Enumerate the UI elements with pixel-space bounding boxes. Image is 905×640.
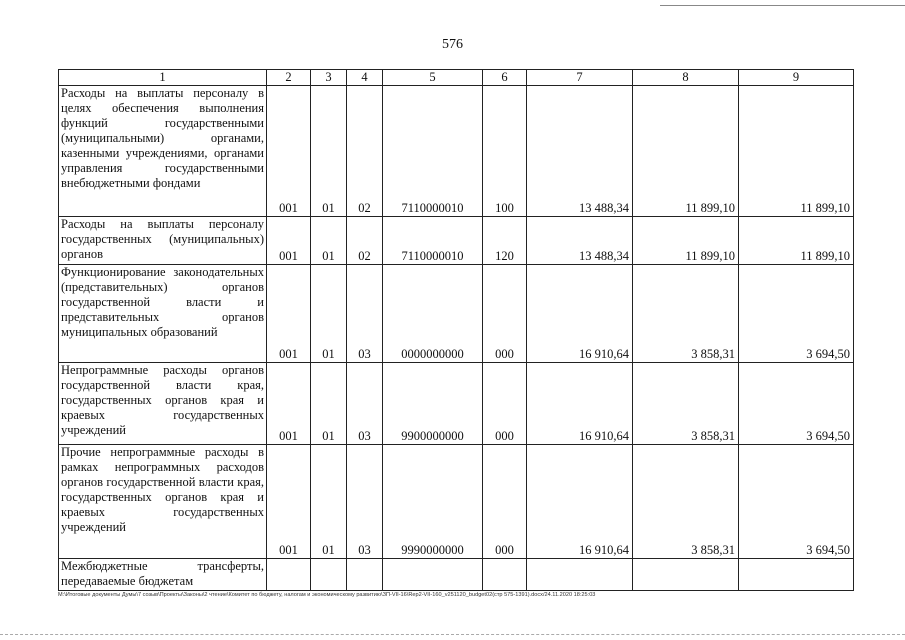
cell-section: 01 xyxy=(311,217,347,265)
row-name: Межбюджетные трансферты, передаваемые бюджетам xyxy=(59,559,267,591)
cell-expense-type: 000 xyxy=(483,445,527,559)
cell-expense-type: 000 xyxy=(483,265,527,363)
cell-admin-code: 001 xyxy=(267,265,311,363)
cell-amount-2 xyxy=(633,559,739,591)
cell-subsection: 02 xyxy=(347,86,383,217)
cell-amount-1: 16 910,64 xyxy=(527,445,633,559)
cell-amount-3 xyxy=(739,559,854,591)
cell-admin-code: 001 xyxy=(267,445,311,559)
page-bottom-edge-line xyxy=(0,634,905,635)
cell-amount-2: 11 899,10 xyxy=(633,217,739,265)
page-top-edge-line xyxy=(660,5,905,6)
table-row xyxy=(59,217,854,265)
cell-target-code: 7110000010 xyxy=(383,217,483,265)
header-col-3: 3 xyxy=(311,70,347,86)
cell-subsection xyxy=(347,559,383,591)
cell-section xyxy=(311,559,347,591)
cell-target-code xyxy=(383,559,483,591)
cell-amount-1: 13 488,34 xyxy=(527,217,633,265)
budget-table xyxy=(58,69,854,591)
cell-section: 01 xyxy=(311,363,347,445)
header-col-8: 8 xyxy=(633,70,739,86)
cell-amount-2: 11 899,10 xyxy=(633,86,739,217)
header-col-2: 2 xyxy=(267,70,311,86)
header-col-6: 6 xyxy=(483,70,527,86)
cell-amount-3: 3 694,50 xyxy=(739,363,854,445)
header-col-9: 9 xyxy=(739,70,854,86)
file-path-footer: M:\Итоговые документы Думы\7 созыв\Проекты\Законы\2 чтение\Комитет по бюджету, налогам и экономическому развитию\ЗП-VII-16\Rep2-VII-160_v251120_budget02(стр 575-1391).docx/24.11.2020 18:25:03 xyxy=(58,592,596,598)
cell-subsection: 02 xyxy=(347,217,383,265)
cell-amount-3: 3 694,50 xyxy=(739,265,854,363)
cell-amount-3: 11 899,10 xyxy=(739,86,854,217)
cell-admin-code: 001 xyxy=(267,363,311,445)
cell-admin-code xyxy=(267,559,311,591)
cell-amount-3: 3 694,50 xyxy=(739,445,854,559)
cell-amount-1: 16 910,64 xyxy=(527,265,633,363)
cell-expense-type xyxy=(483,559,527,591)
cell-expense-type: 100 xyxy=(483,86,527,217)
cell-target-code: 7110000010 xyxy=(383,86,483,217)
page-number: 576 xyxy=(442,37,463,52)
table-row xyxy=(59,265,854,363)
cell-amount-2: 3 858,31 xyxy=(633,363,739,445)
table-row xyxy=(59,445,854,559)
row-name: Непрограммные расходы органов государственной власти края, государственных органов края и краевых государственных учреждений xyxy=(59,363,267,445)
cell-expense-type: 000 xyxy=(483,363,527,445)
table-header-row xyxy=(59,70,854,86)
header-col-5: 5 xyxy=(383,70,483,86)
cell-target-code: 0000000000 xyxy=(383,265,483,363)
cell-amount-1: 13 488,34 xyxy=(527,86,633,217)
cell-expense-type: 120 xyxy=(483,217,527,265)
header-col-7: 7 xyxy=(527,70,633,86)
cell-admin-code: 001 xyxy=(267,86,311,217)
header-col-1: 1 xyxy=(59,70,267,86)
cell-subsection: 03 xyxy=(347,265,383,363)
cell-amount-2: 3 858,31 xyxy=(633,445,739,559)
table-row xyxy=(59,559,854,591)
cell-amount-3: 11 899,10 xyxy=(739,217,854,265)
cell-target-code: 9990000000 xyxy=(383,445,483,559)
cell-section: 01 xyxy=(311,445,347,559)
cell-amount-1 xyxy=(527,559,633,591)
cell-amount-2: 3 858,31 xyxy=(633,265,739,363)
table-row xyxy=(59,363,854,445)
cell-section: 01 xyxy=(311,86,347,217)
row-name: Функционирование законодательных (представительных) органов государственной власти и представительных органов муниципальных образований xyxy=(59,265,267,363)
row-name: Расходы на выплаты персоналу в целях обеспечения выполнения функций государственными (муниципальными) органами, казенными учреждениями, органами управления государственными внебюджетными фондами xyxy=(59,86,267,217)
header-col-4: 4 xyxy=(347,70,383,86)
cell-amount-1: 16 910,64 xyxy=(527,363,633,445)
cell-subsection: 03 xyxy=(347,445,383,559)
cell-section: 01 xyxy=(311,265,347,363)
row-name: Прочие непрограммные расходы в рамках непрограммных расходов органов государственной власти края, государственных органов края и краевых государственных учреждений xyxy=(59,445,267,559)
cell-admin-code: 001 xyxy=(267,217,311,265)
row-name: Расходы на выплаты персоналу государственных (муниципальных) органов xyxy=(59,217,267,265)
table-row xyxy=(59,86,854,217)
cell-subsection: 03 xyxy=(347,363,383,445)
cell-target-code: 9900000000 xyxy=(383,363,483,445)
